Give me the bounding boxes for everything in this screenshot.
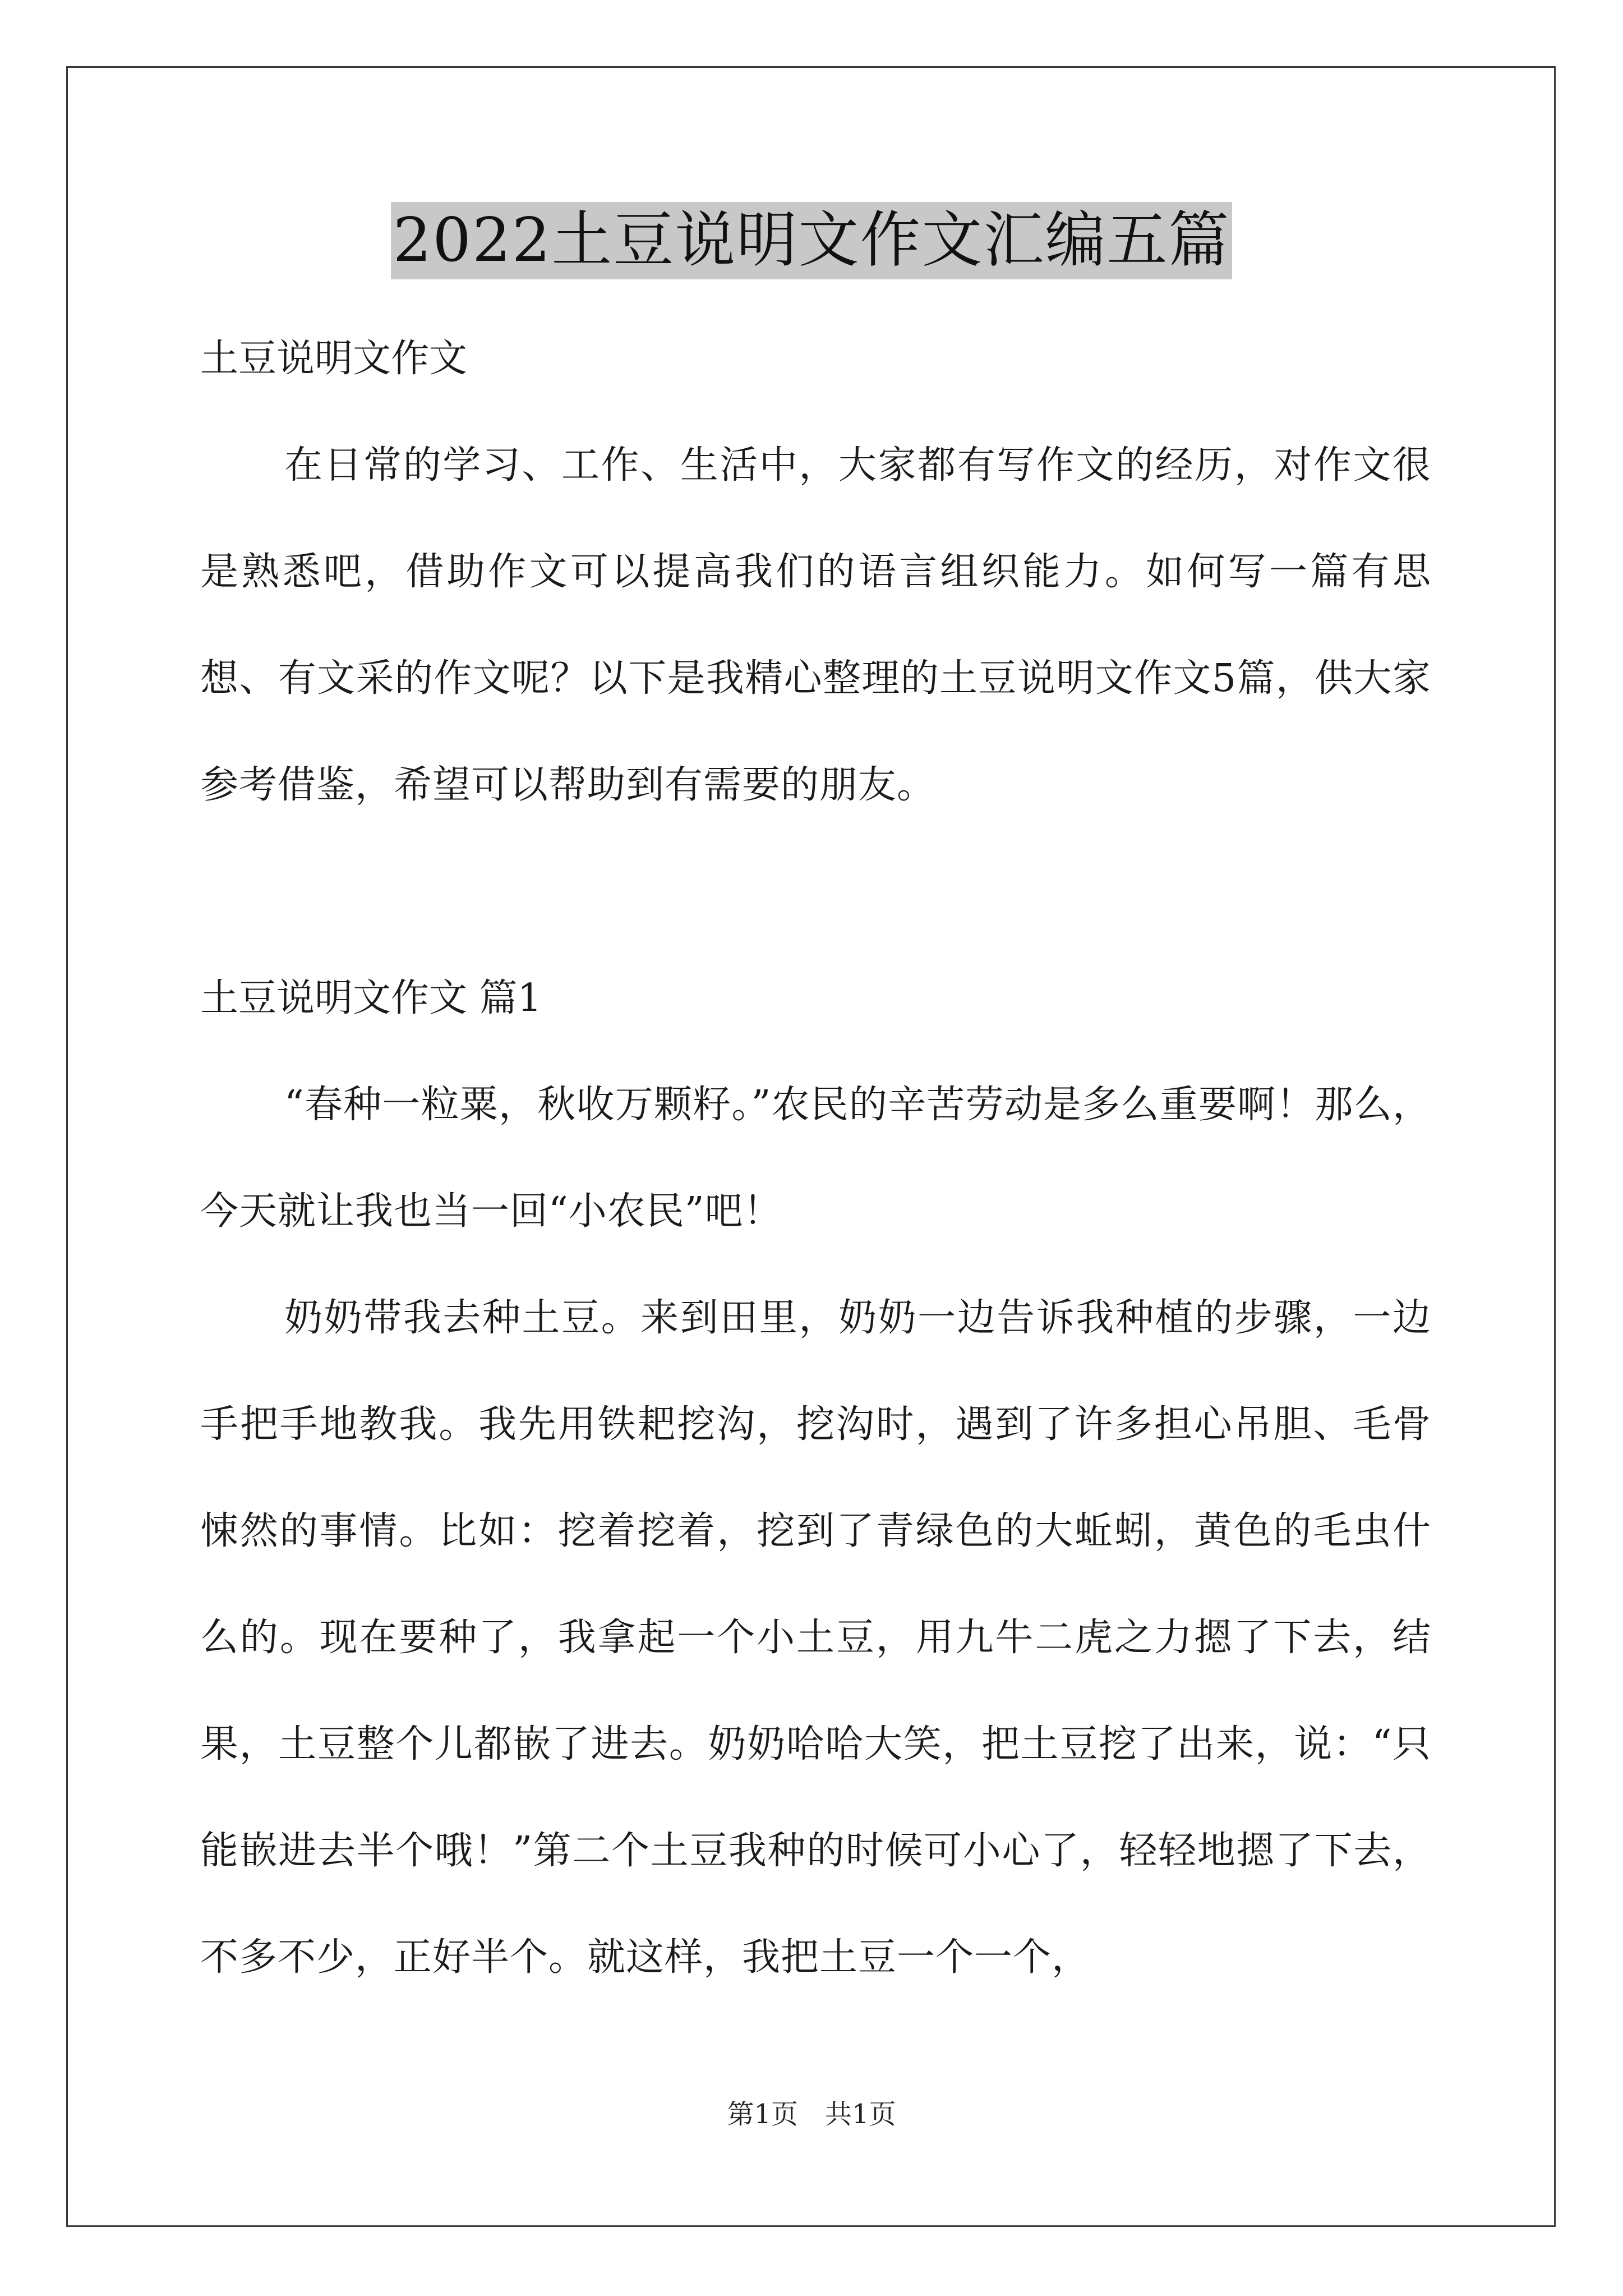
document-title: 2022土豆说明文作文汇编五篇 (391, 202, 1233, 279)
section1-paragraph-2: 奶奶带我去种土豆。来到田里，奶奶一边告诉我种植的步骤，一边手把手地教我。我先用铁耙挖沟，挖沟时，遇到了许多担心吊胆、毛骨悚然的事情。比如：挖着挖着，挖到了青绿色的大蚯蚓，黄色的毛虫什么的。现在要种了，我拿起一个小土豆，用九牛二虎之力摁了下去，结果，土豆整个儿都嵌了进去。奶奶哈哈大笑，把土豆挖了出来，说：“只能嵌进去半个哦！”第二个土豆我种的时候可小心了，轻轻地摁了下去，不多不少，正好半个。就这样，我把土豆一个一个， (200, 1296, 1431, 1980)
section-spacer (200, 839, 1431, 945)
title-wrap (0, 202, 1623, 279)
section1-paragraph-1: “春种一粒粟，秋收万颗籽。”农民的辛苦劳动是多么重要啊！那么，今天就让我也当一回“小农民”吧！ (200, 1083, 1431, 1234)
intro-heading: 土豆说明文作文 (200, 337, 468, 381)
document-body (200, 306, 1431, 2011)
intro-paragraph: 在日常的学习、工作、生活中，大家都有写作文的经历，对作文很是熟悉吧，借助作文可以提高我们的语言组织能力。如何写一篇有思想、有文采的作文呢？以下是我精心整理的土豆说明文作文5篇，供大家参考借鉴，希望可以帮助到有需要的朋友。 (200, 443, 1431, 807)
page-total: 共1页 (825, 2099, 896, 2130)
page-footer (0, 2092, 1623, 2131)
page-number: 第1页 (727, 2099, 798, 2130)
section1-heading: 土豆说明文作文 篇1 (200, 976, 542, 1020)
